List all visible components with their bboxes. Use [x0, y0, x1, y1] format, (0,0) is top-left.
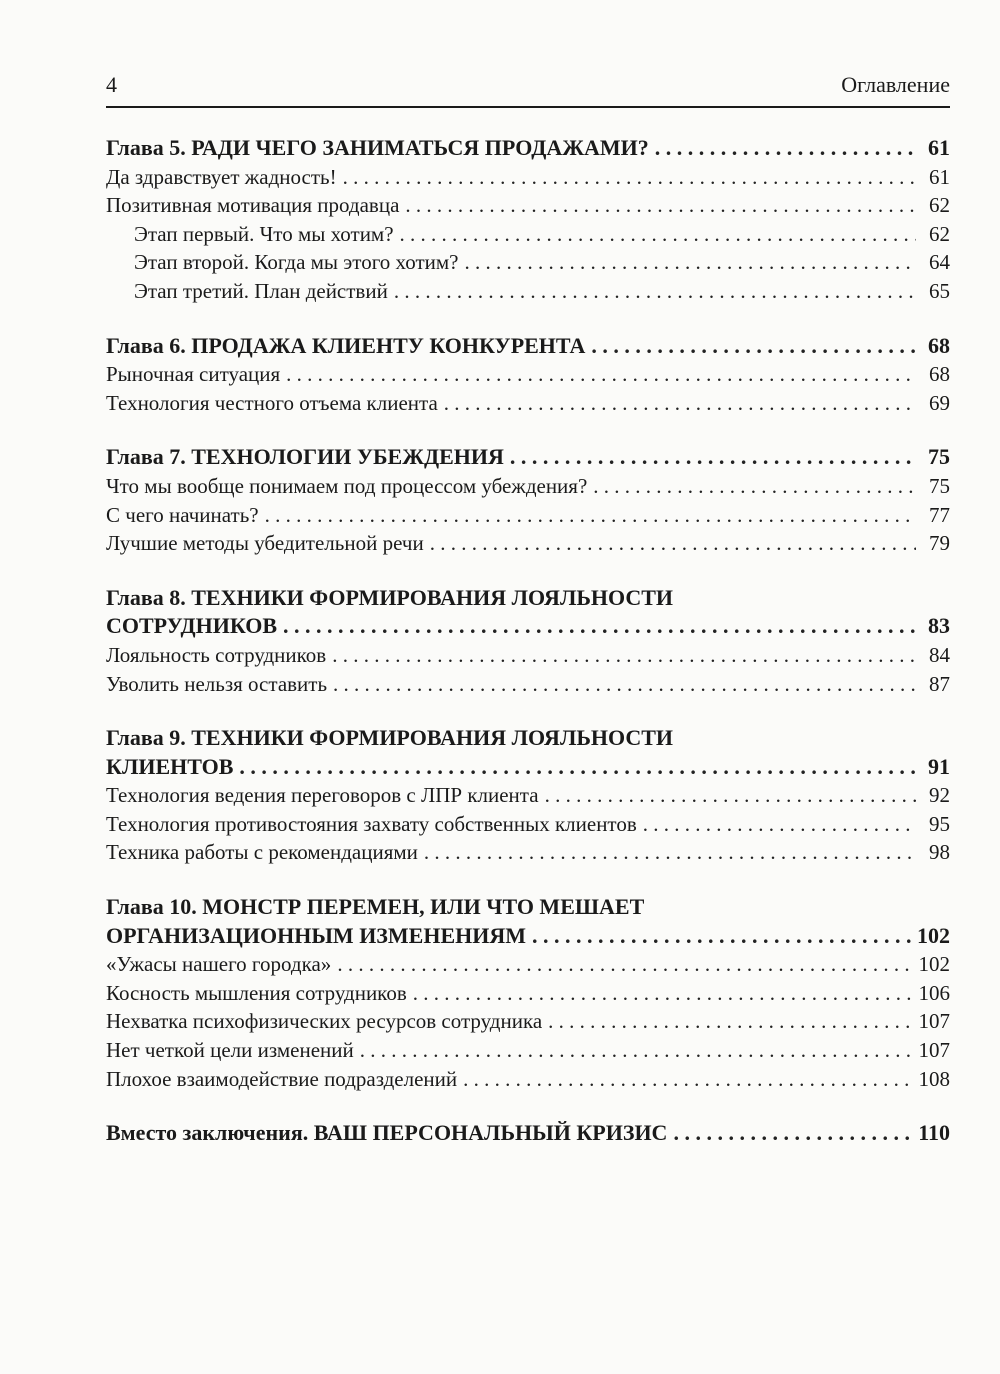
entry-title: Уволить нельзя оставить	[106, 671, 328, 696]
toc-entry[interactable]	[106, 472, 950, 501]
dot-leader	[673, 1119, 912, 1148]
entry-title: Да здравствует жадность!	[106, 164, 337, 189]
dot-leader	[510, 443, 916, 472]
toc-subentry[interactable]	[106, 277, 950, 306]
dot-leader	[465, 248, 917, 277]
dot-leader	[360, 1036, 913, 1065]
toc-entry[interactable]	[106, 529, 950, 558]
page-ref: 75	[928, 444, 950, 470]
entry-title: Позитивная мотивация продавца	[106, 193, 400, 218]
page-ref: 83	[928, 613, 950, 639]
dot-leader	[265, 501, 916, 530]
page-ref: 106	[918, 980, 950, 1005]
chapter-title-line2: ОРГАНИЗАЦИОННЫМ ИЗМЕНЕНИЯМ	[106, 922, 527, 948]
entry-title: Этап первый. Что мы хотим?	[134, 221, 394, 246]
page-ref: 62	[929, 221, 950, 246]
toc-entry[interactable]	[106, 163, 950, 192]
toc-entry[interactable]	[106, 1007, 950, 1036]
dot-leader	[286, 360, 916, 389]
chapter-9	[106, 724, 950, 867]
page-ref: 61	[928, 135, 950, 160]
dot-leader	[545, 781, 916, 810]
toc-subentry[interactable]	[106, 220, 950, 249]
page-ref: 107	[918, 1009, 950, 1034]
dot-leader	[405, 191, 916, 220]
toc-entry[interactable]	[106, 838, 950, 867]
entry-title: «Ужасы нашего городка»	[106, 952, 332, 977]
chapter-heading[interactable]	[106, 332, 950, 361]
page-ref: 102	[918, 952, 950, 977]
entry-title: Нет четкой цели изменений	[106, 1038, 354, 1063]
chapter-heading[interactable]	[106, 753, 950, 782]
chapter-8	[106, 584, 950, 698]
page-number: 4	[106, 72, 117, 97]
page-ref: 75	[929, 473, 950, 498]
entry-title: Нехватка психофизических ресурсов сотрудника	[106, 1009, 543, 1034]
chapter-title-line1: Глава 9. ТЕХНИКИ ФОРМИРОВАНИЯ ЛОЯЛЬНОСТИ	[106, 725, 674, 751]
chapter-heading[interactable]	[106, 612, 950, 641]
entry-title: Этап второй. Когда мы этого хотим?	[134, 250, 459, 275]
page-ref: 64	[929, 250, 950, 275]
toc-entry[interactable]	[106, 670, 950, 699]
toc-entry[interactable]	[106, 389, 950, 418]
chapter-5	[106, 134, 950, 306]
page-ref: 77	[929, 502, 950, 527]
page-ref: 68	[929, 362, 950, 387]
dot-leader	[343, 163, 916, 192]
page-ref: 98	[929, 840, 950, 865]
dot-leader	[548, 1007, 912, 1036]
entry-title: Этап третий. План действий	[134, 278, 388, 303]
chapter-title-line1: Глава 10. МОНСТР ПЕРЕМЕН, ИЛИ ЧТО МЕШАЕТ	[106, 894, 645, 920]
chapter-title: Глава 6. ПРОДАЖА КЛИЕНТУ КОНКУРЕНТА	[106, 332, 586, 358]
toc-entry[interactable]	[106, 191, 950, 220]
toc-entry[interactable]	[106, 810, 950, 839]
chapter-heading[interactable]	[106, 134, 950, 163]
chapter-7	[106, 443, 950, 557]
page-ref: 87	[929, 671, 950, 696]
entry-title: Лояльность сотрудников	[106, 642, 327, 667]
dot-leader	[424, 838, 916, 867]
entry-title: Лучшие методы убедительной речи	[106, 531, 424, 556]
chapter-title: Глава 5. РАДИ ЧЕГО ЗАНИМАТЬСЯ ПРОДАЖАМИ?	[106, 135, 649, 160]
page-ref: 69	[929, 390, 950, 415]
dot-leader	[444, 389, 916, 418]
dot-leader	[337, 950, 912, 979]
entry-title: Технология противостояния захвату собственных клиентов	[106, 811, 637, 836]
dot-leader	[239, 753, 916, 782]
chapter-heading[interactable]	[106, 922, 950, 951]
dot-leader	[463, 1065, 912, 1094]
page-ref: 68	[928, 332, 950, 358]
chapter-heading[interactable]	[106, 443, 950, 472]
dot-leader	[643, 810, 916, 839]
header-rule	[106, 106, 950, 108]
toc-subentry[interactable]	[106, 248, 950, 277]
entry-title: Техника работы с рекомендациями	[106, 840, 418, 865]
dot-leader	[283, 612, 916, 641]
chapter-6	[106, 332, 950, 418]
dot-leader	[400, 220, 916, 249]
chapter-title-line2: КЛИЕНТОВ	[106, 753, 234, 779]
dot-leader	[413, 979, 913, 1008]
page-ref: 61	[929, 164, 950, 189]
conclusion-title: Вместо заключения. ВАШ ПЕРСОНАЛЬНЫЙ КРИЗИС	[106, 1120, 668, 1146]
toc-entry[interactable]	[106, 501, 950, 530]
toc-entry[interactable]	[106, 950, 950, 979]
dot-leader	[532, 922, 911, 951]
page-ref: 95	[929, 811, 950, 836]
dot-leader	[394, 277, 916, 306]
entry-title: Плохое взаимодействие подразделений	[106, 1066, 458, 1091]
page-ref: 108	[918, 1066, 950, 1091]
page-ref: 79	[929, 531, 950, 556]
entry-title: С чего начинать?	[106, 502, 259, 527]
dot-leader	[430, 529, 916, 558]
toc-entry[interactable]	[106, 1036, 950, 1065]
toc-entry[interactable]	[106, 979, 950, 1008]
page-ref: 91	[928, 753, 950, 779]
table-of-contents	[106, 134, 950, 1148]
entry-title: Технология ведения переговоров с ЛПР клиента	[106, 783, 539, 808]
chapter-10	[106, 893, 950, 1093]
toc-page	[106, 68, 950, 1174]
entry-title: Рыночная ситуация	[106, 362, 281, 387]
page-ref: 102	[917, 922, 950, 948]
chapter-title: Глава 7. ТЕХНОЛОГИИ УБЕЖДЕНИЯ	[106, 444, 504, 470]
conclusion-heading[interactable]	[106, 1119, 950, 1148]
page-ref: 107	[918, 1038, 950, 1063]
page-ref: 65	[929, 278, 950, 303]
page-ref: 92	[929, 783, 950, 808]
dot-leader	[655, 134, 916, 163]
entry-title: Технология честного отъема клиента	[106, 390, 438, 415]
page-ref: 62	[929, 193, 950, 218]
toc-entry[interactable]	[106, 641, 950, 670]
toc-entry[interactable]	[106, 360, 950, 389]
page-header	[106, 68, 950, 98]
entry-title: Что мы вообще понимаем под процессом убеждения?	[106, 473, 588, 498]
toc-entry[interactable]	[106, 781, 950, 810]
dot-leader	[332, 641, 916, 670]
conclusion	[106, 1119, 950, 1148]
chapter-title-line2: СОТРУДНИКОВ	[106, 613, 278, 639]
chapter-title-line1: Глава 8. ТЕХНИКИ ФОРМИРОВАНИЯ ЛОЯЛЬНОСТИ	[106, 584, 674, 610]
dot-leader	[591, 332, 916, 361]
toc-entry[interactable]	[106, 1065, 950, 1094]
page-ref: 110	[918, 1120, 950, 1146]
page-ref: 84	[929, 642, 950, 667]
section-title: Оглавление	[841, 72, 950, 97]
dot-leader	[333, 670, 916, 699]
dot-leader	[593, 472, 916, 501]
entry-title: Косность мышления сотрудников	[106, 980, 407, 1005]
